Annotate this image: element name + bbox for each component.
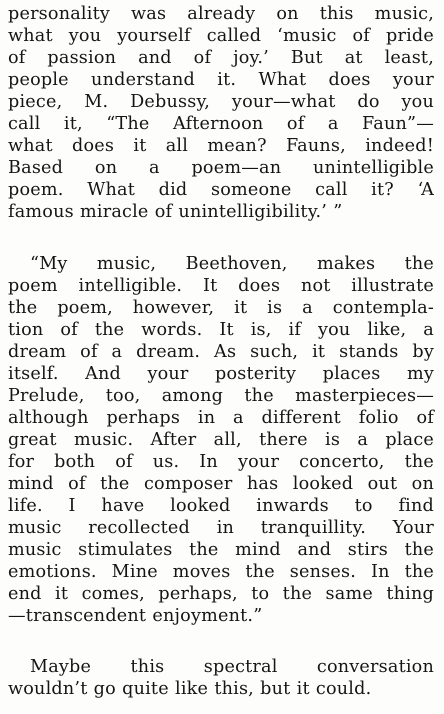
text-line: Maybe this spectral conversation	[30, 657, 434, 677]
text-line: mind of the composer has looked out on	[8, 474, 434, 494]
text-line: tion of the words. It is, if you like, a	[8, 320, 434, 340]
text-line: dream of a dream. As such, it stands by	[8, 342, 434, 362]
text-line: —transcendent enjoyment.”	[8, 606, 263, 626]
text-line: Based on a poem—an unintelligible	[8, 158, 434, 178]
text-line: what you yourself called ‘music of pride	[8, 26, 434, 46]
text-line: wouldn’t go quite like this, but it could.	[8, 679, 372, 699]
text-line: music stimulates the mind and stirs the	[8, 540, 434, 560]
text-line: what does it all mean? Fauns, indeed!	[8, 136, 434, 156]
text-line: emotions. Mine moves the senses. In the	[8, 562, 434, 582]
text-line: famous miracle of unintelligibility.’ ”	[8, 202, 343, 222]
text-line: life. I have looked inwards to find	[8, 496, 434, 516]
text-line: Prelude, too, among the masterpieces—	[8, 386, 434, 406]
text-line: itself. And your posterity places my	[8, 364, 434, 384]
text-line: personality was already on this music,	[8, 4, 434, 24]
text-line: end it comes, perhaps, to the same thing	[8, 584, 434, 604]
text-line: great music. After all, there is a place	[8, 430, 434, 450]
text-line: of passion and of joy.’ But at least,	[8, 48, 434, 68]
text-line: people understand it. What does your	[8, 70, 434, 90]
text-line: music recollected in tranquillity. Your	[8, 518, 434, 538]
text-line: poem. What did someone call it? ‘A	[8, 180, 434, 200]
text-line: although perhaps in a different folio of	[8, 408, 434, 428]
text-line: for both of us. In your concerto, the	[8, 452, 434, 472]
text-line: “My music, Beethoven, makes the	[30, 254, 434, 274]
text-line: call it, “The Afternoon of a Faun”—	[8, 114, 434, 134]
text-line: piece, M. Debussy, your—what do you	[8, 92, 434, 112]
text-line: poem intelligible. It does not illustrate	[8, 276, 434, 296]
text-line: the poem, however, it is a contempla-	[8, 298, 434, 318]
